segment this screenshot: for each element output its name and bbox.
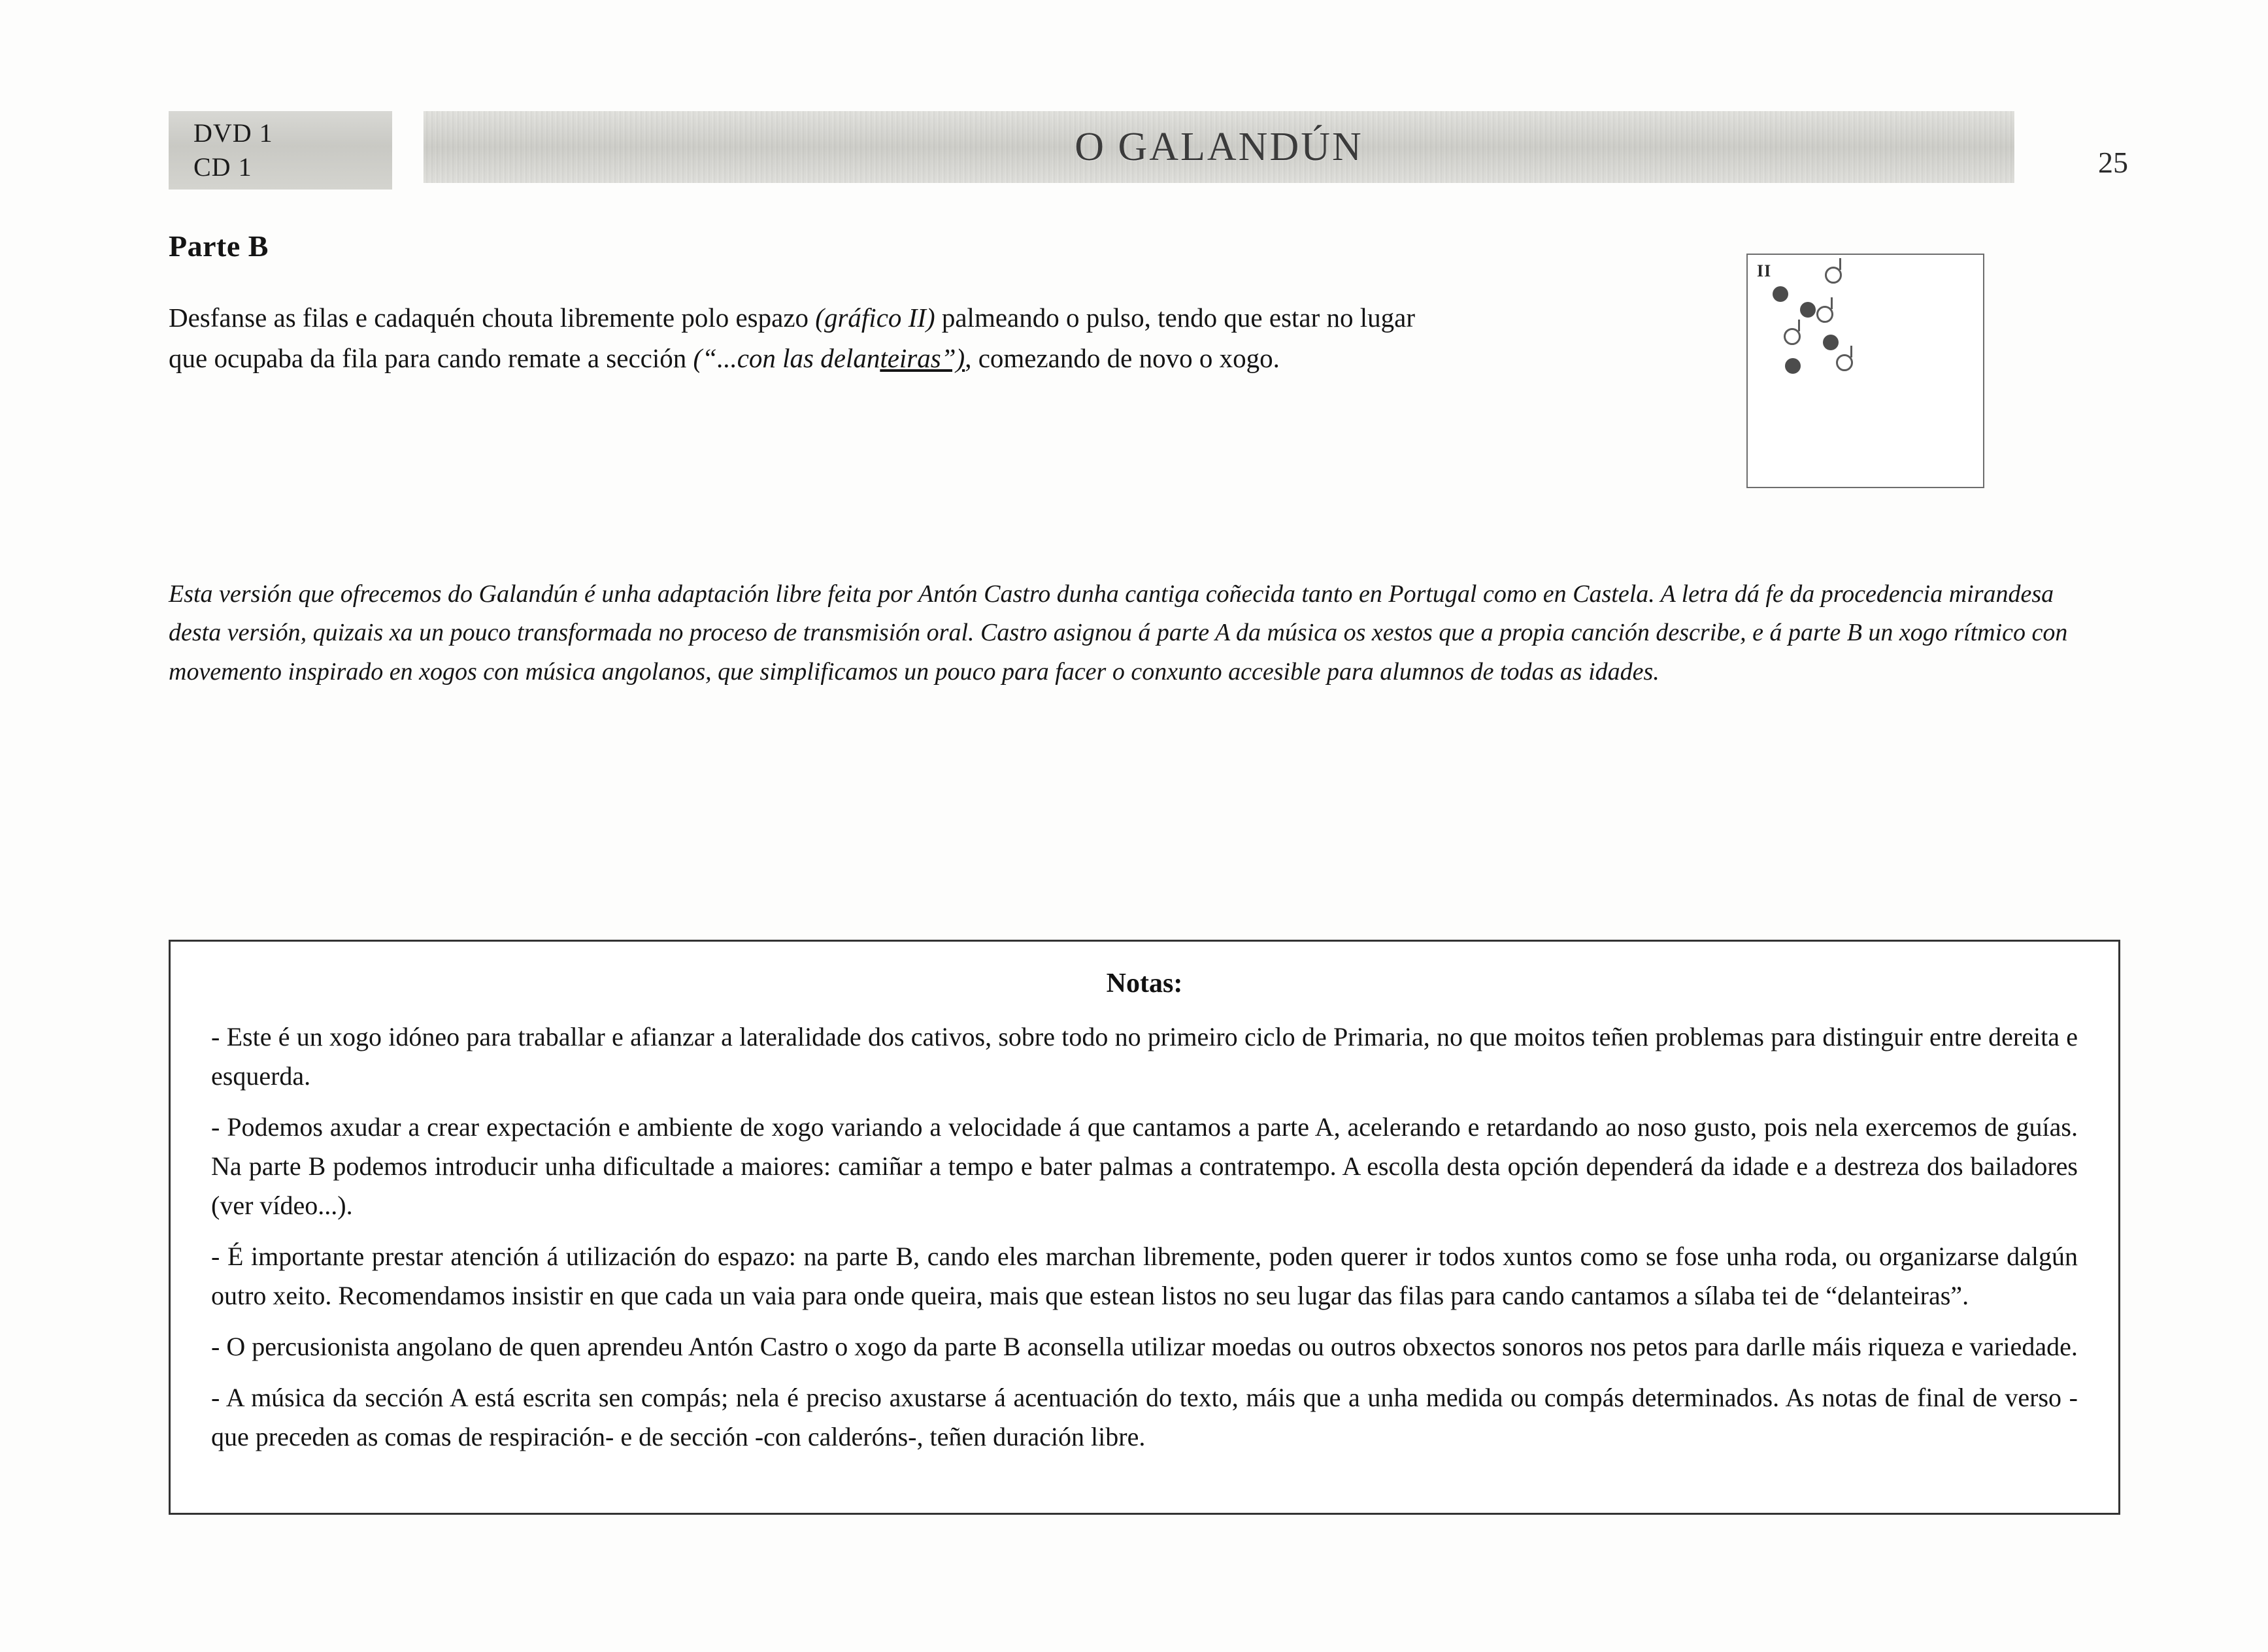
intro-paragraph (169, 297, 1672, 379)
diagram-dot-filled (1823, 335, 1839, 350)
page-title: O GALANDÚN (1075, 124, 1363, 169)
media-reference-box (169, 111, 392, 190)
intro-text-1: Desfanse as filas e cadaquén chouta libremente polo espazo (169, 303, 816, 333)
intro-text-2: palmeando o pulso, tendo que estar no lugar (935, 303, 1416, 333)
note-item: - O percusionista angolano de quen aprendeu Antón Castro o xogo da parte B aconsella utilizar moedas ou outros obxectos sonoros nos petos para darlle máis riqueza e variedade. (211, 1332, 2078, 1361)
note-item: - É importante prestar atención á utilización do espazo: na parte B, cando eles marchan libremente, poden querer ir todos xuntos como se fose unha roda, ou organizarse dalgún outro xeito. Recomendamos insistir en que cada un vaia para onde queira, mais que estean listos no seu lugar das filas para cando cantamos a sílaba tei de “delanteiras”. (211, 1242, 2078, 1310)
diagram-dot-stem (1839, 258, 1841, 270)
intro-text-3: que ocupaba da fila para cando remate a sección (169, 343, 693, 374)
notes-box (169, 940, 2120, 1515)
title-banner (424, 111, 2014, 183)
section-heading: Parte B (169, 229, 269, 263)
commentary-paragraph: Esta versión que ofrecemos do Galandún é unha adaptación libre feita por Antón Castro dunha cantiga coñecida tanto en Portugal como en Castela. A letra dá fe da procedencia mirandesa desta versión, quizais xa un pouco transformada no proceso de transmisión oral. Castro asignou á parte A da música os xestos que a propia canción describe, e á parte B un xogo rítmico con movemento inspirado en xogos con música angolanos, que simplificamos un pouco para facer o conxunto accesible para alumnos de todas as idades. (169, 580, 2068, 686)
diagram-dot-stem (1850, 346, 1852, 357)
intro-quote-underlined: teiras”) (880, 343, 965, 374)
diagram-dot-hollow (1825, 267, 1842, 284)
diagram-dot-hollow (1816, 306, 1833, 323)
page-number: 25 (2098, 146, 2128, 179)
diagram-dot-filled (1800, 302, 1816, 318)
diagram-dot-stem (1831, 297, 1833, 309)
intro-text-4: , comezando de novo o xogo. (965, 343, 1280, 374)
diagram-dot-hollow (1836, 354, 1853, 371)
page-header (0, 111, 2268, 190)
diagram-dot-filled (1785, 358, 1801, 374)
dvd-label: DVD 1 (193, 118, 273, 148)
notes-title: Notas: (1106, 968, 1183, 999)
diagram-dot-hollow (1784, 328, 1801, 345)
notes-list (211, 1017, 2078, 1457)
intro-graphic-reference: (gráfico II) (815, 303, 935, 333)
diagram-dot-stem (1798, 320, 1800, 331)
intro-quote-part-1: (“...con las delan (693, 343, 880, 374)
cd-label: CD 1 (193, 152, 252, 182)
note-item: - Este é un xogo idóneo para traballar e afianzar a lateralidade dos cativos, sobre todo no primeiro ciclo de Primaria, no que moitos teñen problemas para distinguir entre dereita e esquerda. (211, 1022, 2078, 1091)
graphic-diagram-ii (1746, 254, 1984, 488)
graphic-label: II (1757, 261, 1772, 280)
diagram-dot-filled (1773, 286, 1788, 302)
note-item: - Podemos axudar a crear expectación e ambiente de xogo variando a velocidade á que cantamos a parte A, acelerando e retardando ao noso gusto, pois nela exercemos de guías. Na parte B podemos introducir unha dificultade a maiores: camiñar a tempo e bater palmas a contratempo. A escolla desta opción dependerá da idade e a destreza dos bailadores (ver vídeo...). (211, 1112, 2078, 1220)
note-item: - A música da sección A está escrita sen compás; nela é preciso axustarse á acentuación do texto, máis que a unha medida ou compás determinados. As notas de final de verso -que preceden as comas de respiración- e de sección -con calderóns-, teñen duración libre. (211, 1383, 2078, 1451)
